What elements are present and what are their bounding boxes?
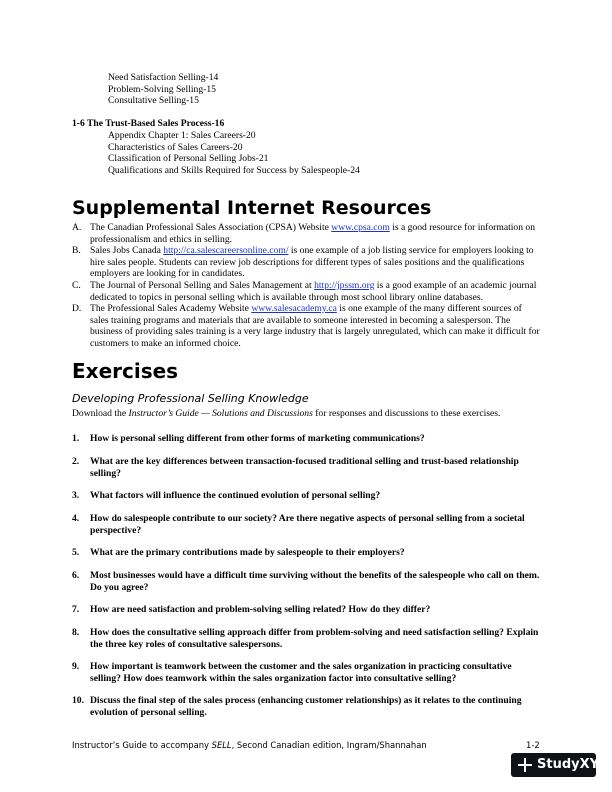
exercise-question: How are need satisfaction and problem-solving selling related? How do they differ? bbox=[90, 604, 431, 615]
exercise-item bbox=[72, 490, 542, 502]
toc-line: Classification of Personal Selling Jobs-21 bbox=[108, 153, 269, 164]
page-number: 1-2 bbox=[526, 740, 540, 750]
exercise-item bbox=[72, 604, 542, 616]
exercise-item bbox=[72, 661, 542, 684]
resource-link[interactable]: http://jpssm.org bbox=[314, 280, 375, 291]
toc-line: Qualifications and Skills Required for Success by Salespeople-24 bbox=[108, 164, 360, 176]
exercise-item bbox=[72, 570, 542, 593]
resource-link[interactable]: www.salesacademy.ca bbox=[251, 303, 337, 314]
toc-line: Need Satisfaction Selling-14 bbox=[108, 72, 219, 83]
exercises-heading: Exercises bbox=[72, 359, 179, 383]
resource-text: is a good example of an academic journal dedicated to topics in personal selling which is available through most school library online databases. bbox=[90, 280, 537, 303]
resource-link[interactable]: http://ca.salescareersonline.com/ bbox=[163, 245, 289, 256]
studyxy-badge[interactable] bbox=[511, 753, 600, 777]
toc-bottom-list bbox=[108, 130, 360, 176]
toc-line: Consultative Selling-15 bbox=[108, 95, 199, 106]
exercise-item bbox=[72, 547, 542, 559]
exercise-question: How does the consultative selling approach differ from problem-solving and need satisfaction selling? Explain the three key roles of consultative salespersons. bbox=[90, 627, 539, 650]
resource-text: Sales Jobs Canada bbox=[90, 245, 164, 256]
exercises-intro bbox=[72, 408, 500, 420]
resource-item-b bbox=[72, 245, 542, 280]
exercise-question: How do salespeople contribute to our society? Are there negative aspects of personal selling from a societal perspective? bbox=[90, 513, 525, 536]
exercise-question: Discuss the final step of the sales process (enhancing customer relationships) as it relates to the continuing evolution of personal selling. bbox=[90, 695, 522, 718]
toc-line: Problem-Solving Selling-15 bbox=[108, 83, 216, 95]
page-footer bbox=[72, 740, 427, 750]
resource-letter: C. bbox=[72, 280, 81, 291]
intro-text: Download the bbox=[72, 408, 129, 419]
resources-heading: Supplemental Internet Resources bbox=[72, 197, 432, 219]
resource-link[interactable]: www.cpsa.com bbox=[331, 222, 390, 233]
resource-text: is a good resource for information on professionalism and ethics in selling. bbox=[90, 222, 535, 245]
resource-text: is one example of a job listing service for employers looking to hire sales people. Students can review job descriptions for different types of sales positions and the qualifications employers are looking for in candidates. bbox=[90, 245, 534, 279]
toc-section-heading: 1-6 The Trust-Based Sales Process-16 bbox=[72, 118, 225, 129]
exercise-number: 7. bbox=[72, 604, 80, 615]
resource-letter: B. bbox=[72, 245, 81, 256]
exercise-question: What are the primary contributions made by salespeople to their employers? bbox=[90, 547, 405, 558]
resource-text: The Journal of Personal Selling and Sales Management at bbox=[90, 280, 315, 291]
plus-icon bbox=[517, 757, 533, 773]
exercise-number: 10. bbox=[72, 695, 84, 706]
exercise-question: How is personal selling different from other forms of marketing communications? bbox=[90, 433, 425, 444]
exercise-item bbox=[72, 456, 542, 479]
resource-text: The Professional Sales Academy Website bbox=[90, 303, 252, 314]
exercise-item bbox=[72, 433, 542, 445]
toc-line: Appendix Chapter 1: Sales Careers-20 bbox=[108, 130, 256, 141]
resource-letter: D. bbox=[72, 303, 82, 314]
exercise-number: 6. bbox=[72, 570, 80, 581]
resource-text: is one example of the many different sources of sales training programs and materials that are available to someone interested in becoming a salesperson. The business of providing sales training is a very large industry that is largely unregulated, which can make it difficult for customers to make an informed choice. bbox=[90, 303, 540, 349]
toc-top-list bbox=[108, 72, 218, 107]
exercise-question: What factors will influence the continued evolution of personal selling? bbox=[90, 490, 381, 501]
exercise-number: 8. bbox=[72, 627, 80, 638]
exercise-question: Most businesses would have a difficult time surviving without the benefits of the salespeople who call on them. Do you agree? bbox=[90, 570, 540, 593]
exercise-number: 1. bbox=[72, 433, 80, 444]
exercise-item bbox=[72, 627, 542, 650]
exercise-question: What are the key differences between transaction-focused traditional selling and trust-based relationship selling? bbox=[90, 456, 519, 479]
footer-text: , Second Canadian edition, Ingram/Shannahan bbox=[231, 740, 427, 750]
intro-guide-title: Instructor’s Guide — Solutions and Discussions bbox=[128, 408, 313, 419]
exercises-subtitle: Developing Professional Selling Knowledge bbox=[72, 392, 309, 405]
exercise-item bbox=[72, 513, 542, 536]
badge-label: StudyXY bbox=[537, 757, 600, 772]
exercise-number: 4. bbox=[72, 513, 80, 524]
exercise-number: 5. bbox=[72, 547, 80, 558]
footer-book-title: SELL bbox=[211, 740, 232, 750]
intro-text: for responses and discussions to these exercises. bbox=[312, 408, 501, 419]
toc-line: Characteristics of Sales Careers-20 bbox=[108, 141, 243, 153]
resource-item-c bbox=[72, 280, 542, 303]
resource-letter: A. bbox=[72, 222, 82, 233]
exercise-question: How important is teamwork between the customer and the sales organization in practicing consultative selling? How does teamwork within the sales organization factor into consultative selling? bbox=[90, 661, 512, 684]
resource-item-d bbox=[72, 303, 542, 349]
exercise-number: 2. bbox=[72, 456, 80, 467]
exercise-item bbox=[72, 695, 542, 718]
resource-text: The Canadian Professional Sales Association (CPSA) Website bbox=[90, 222, 332, 233]
footer-text: Instructor’s Guide to accompany bbox=[72, 740, 212, 750]
resource-item-a bbox=[72, 222, 542, 245]
exercise-number: 9. bbox=[72, 661, 80, 672]
exercise-number: 3. bbox=[72, 490, 80, 501]
